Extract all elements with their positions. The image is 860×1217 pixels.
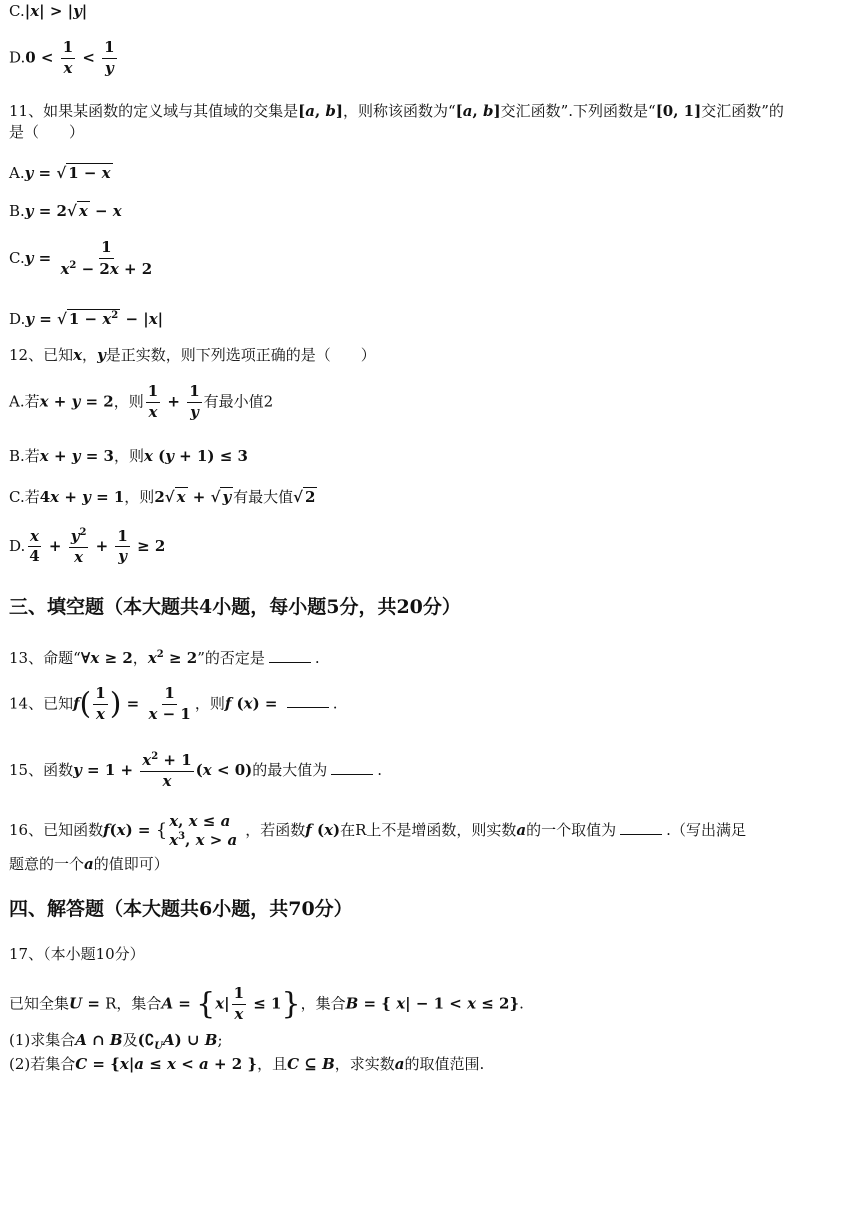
q12-option-d: D. $\frac{x}{4}$ + $\frac{y^2}{x}$ + $\frac{1}{y}$ ≥ 2 <box>9 526 166 566</box>
q16: 16、已知函数f(x) = { x, x ≤ a $x^3$, x > a ，若函数f (x)在R上不是增函数，则实数a的一个取值为 .（写出满足 <box>9 812 746 849</box>
q11-option-b: B.y = 2√ x − x <box>9 202 122 220</box>
q11-option-d: D.y = √ $1 - x^2 - |x|$ <box>9 310 164 328</box>
q12-stem: 12、已知x，y是正实数，则下列选项正确的是（ ） <box>9 346 376 364</box>
q12-option-b: B.若x + y = 3，则x (y + 1) ≤ 3 <box>9 447 248 465</box>
q11-stem-cont: 是（ ） <box>9 123 85 141</box>
answer-blank <box>620 820 662 835</box>
q10-option-c: C.|x| > |y| <box>9 2 88 20</box>
q17-part2: (2)若集合C = {x|a ≤ x < a + 2 }，且C ⊆ B，求实数a的取值范围. <box>9 1055 485 1073</box>
q15: 15、函数y = 1 + $\frac{x^2 + 1}{x}$ (x < 0)的最大值为 . <box>9 751 383 790</box>
q11-stem: 11、如果某函数的定义域与其值域的交集是[a, b]，则称该函数为“[a, b]交汇函数”.下列函数是“[0, 1]交汇函数”的 <box>9 102 784 120</box>
section-4-title: 四、解答题（本大题共6小题，共70分） <box>9 898 353 920</box>
section-3-title: 三、填空题（本大题共4小题，每小题5分，共20分） <box>9 596 461 618</box>
q11-option-c: C.y = $\frac{1}{x^2 - 2x + 2}$ <box>9 238 153 278</box>
option-label: C. <box>9 2 25 20</box>
answer-blank <box>331 760 373 775</box>
q11-option-a: A.y = √ 1 − x <box>9 164 111 182</box>
option-label: D. <box>9 48 26 67</box>
q12-option-a: A.若x + y = 2，则 $\frac{1}{x}$ + $\frac{1}{y}$ 有最小值2 <box>9 382 274 421</box>
q12-option-c: C.若4x + y = 1，则2√ x + √ y 有最大值√ 2 <box>9 488 316 506</box>
q13: 13、命题“∀x ≥ 2，$x^2 \ge 2$”的否定是 . <box>9 649 320 667</box>
q16-cont: 题意的一个a的值即可） <box>9 855 169 873</box>
q17-stem: 已知全集U = R，集合A = {x| $\frac{1}{x}$ ≤ 1}，集合B = { x| − 1 < x ≤ 2}. <box>9 984 524 1023</box>
q17-header: 17、（本小题10分） <box>9 945 145 963</box>
answer-blank <box>269 648 311 663</box>
q14: 14、已知f( $\frac{1}{x}$ ) = $\frac{1}{x - 1}$ ，则f (x) = . <box>9 684 338 723</box>
q17-part1: (1)求集合A ∩ B及$(∁_UA)$ ∪ B; <box>9 1031 223 1052</box>
q10-option-d: D.0 < $\frac{1}{x}$ < $\frac{1}{y}$ <box>9 38 115 77</box>
answer-blank <box>287 693 329 708</box>
